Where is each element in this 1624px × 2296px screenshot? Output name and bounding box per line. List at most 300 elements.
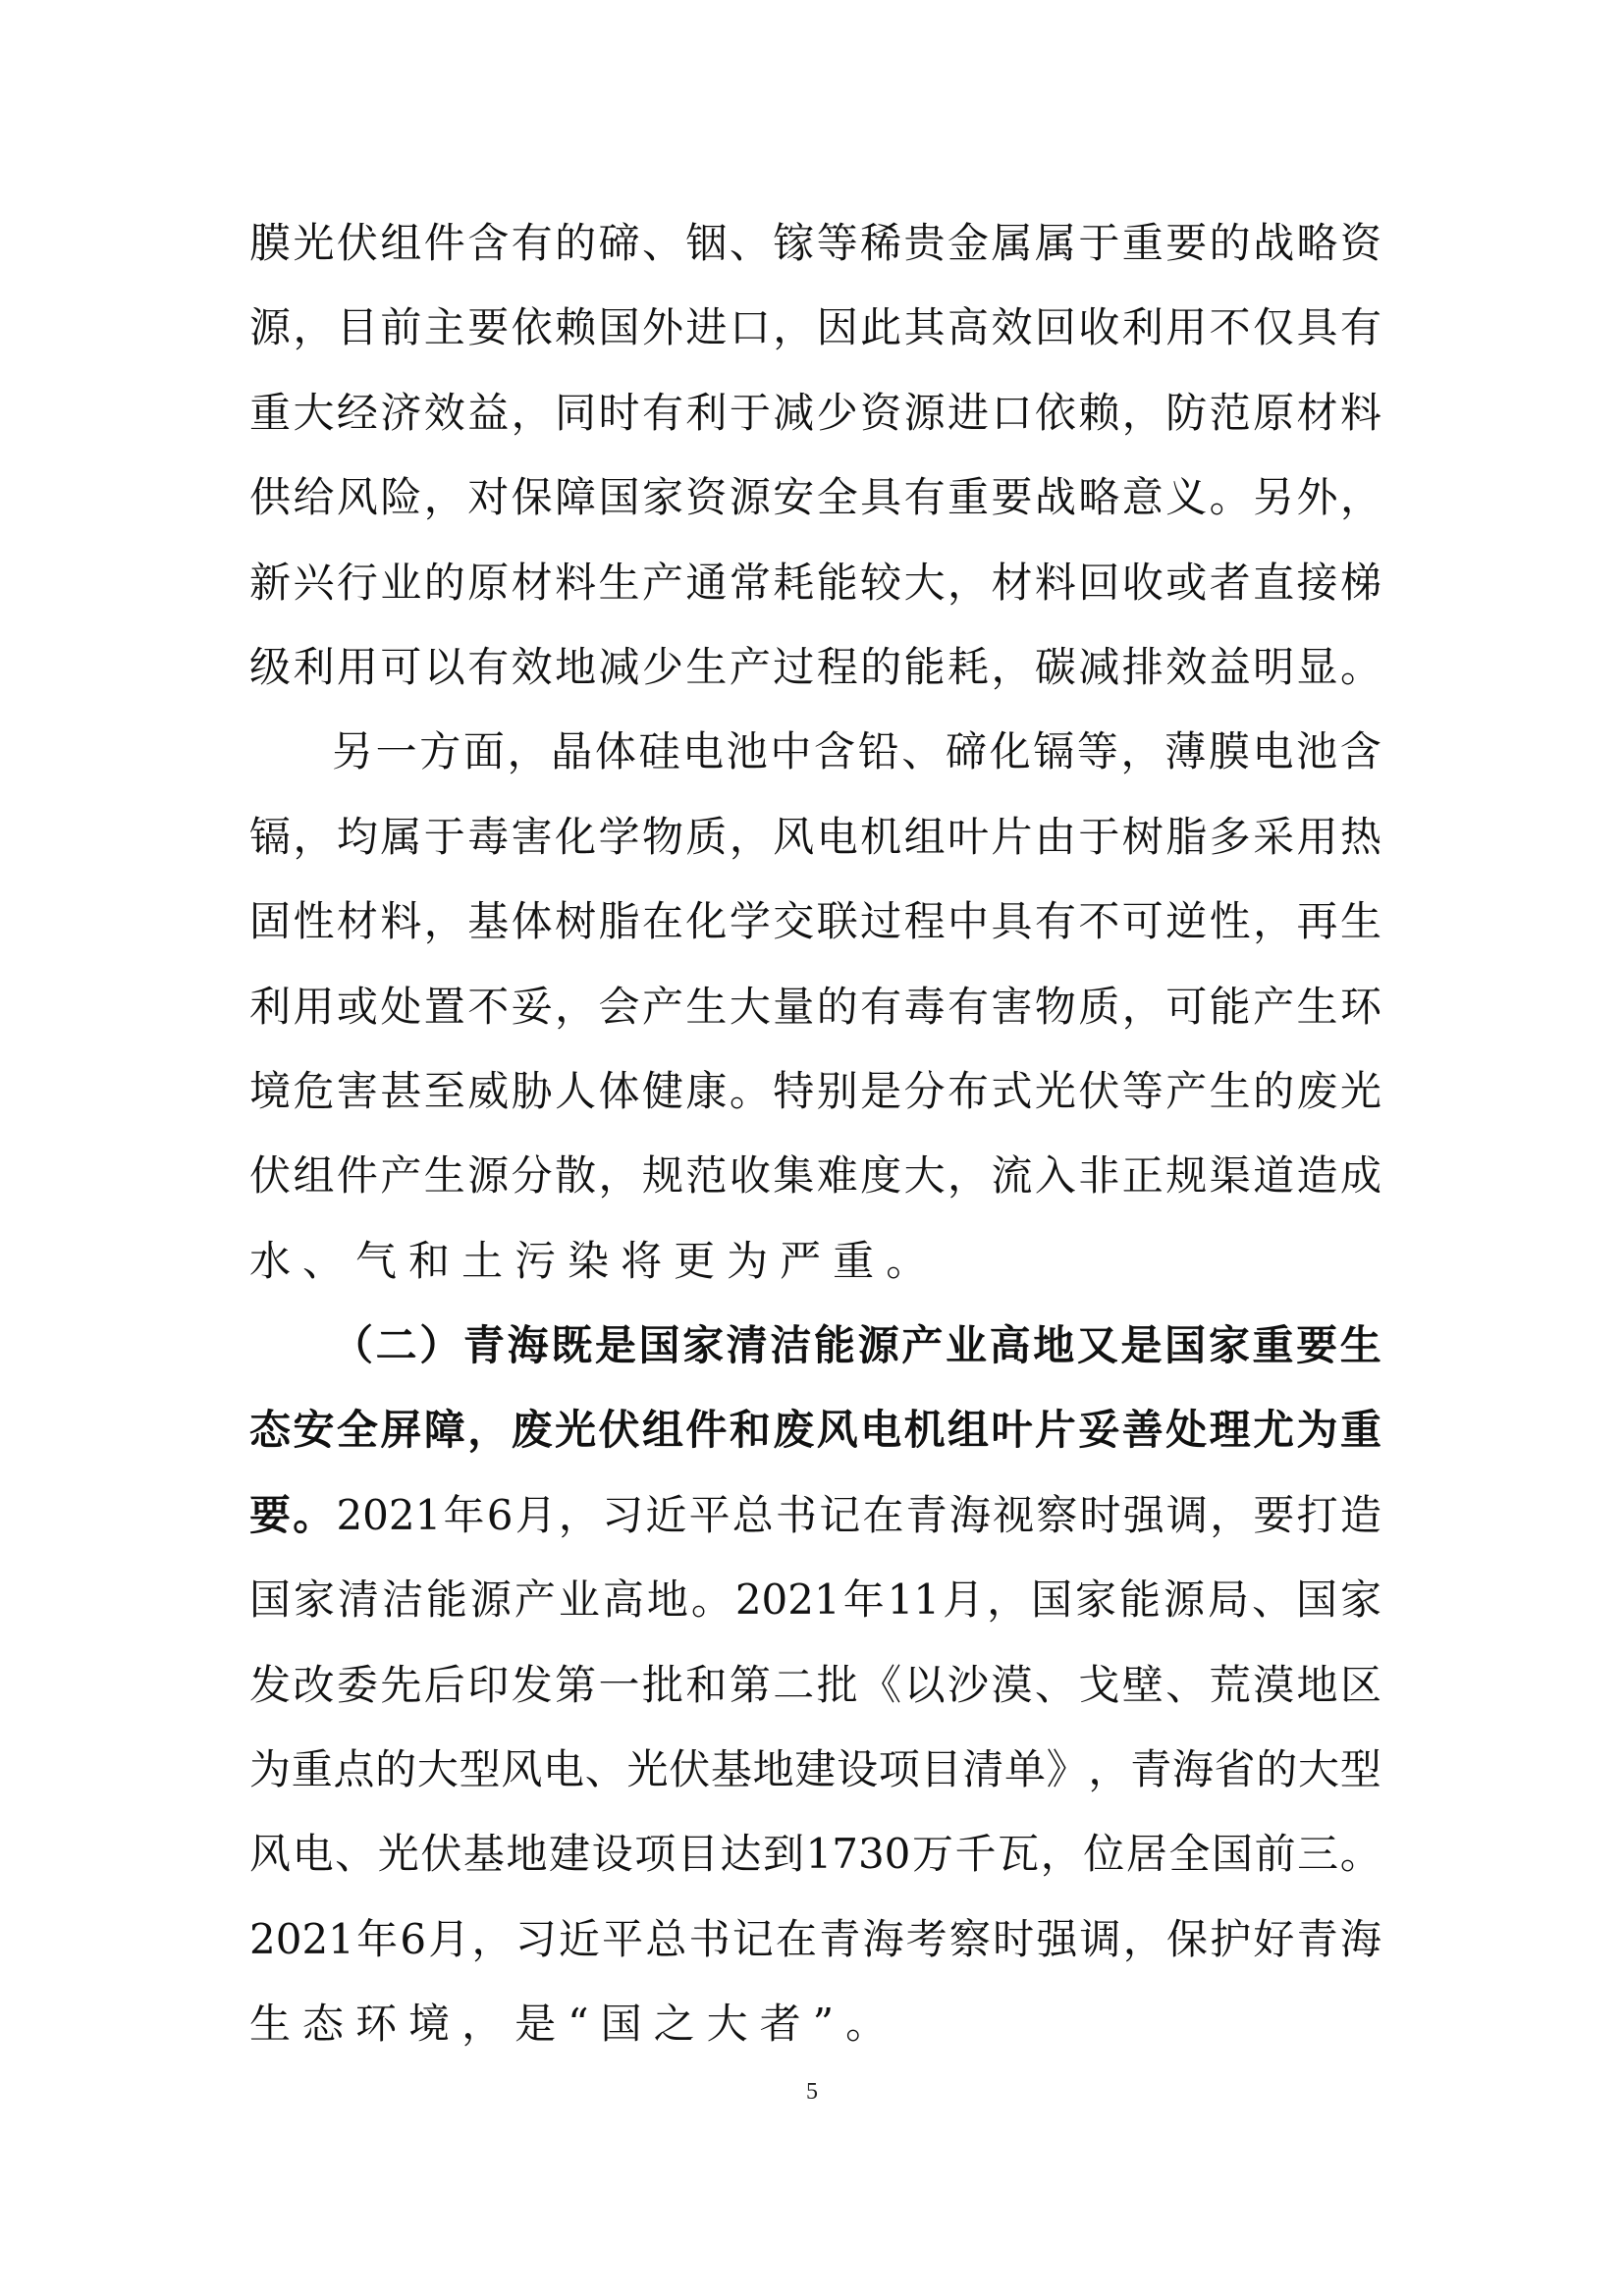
glyph: 《 (860, 1660, 902, 1709)
glyph: ， (507, 727, 549, 776)
text-line (249, 1049, 1381, 1134)
glyph: 碲 (598, 219, 640, 267)
glyph: 强 (1122, 1490, 1164, 1539)
glyph: ， (293, 303, 335, 352)
glyph: 记 (819, 1490, 861, 1539)
glyph: 减 (1078, 642, 1120, 691)
glyph: 三 (1297, 1830, 1339, 1879)
glyph: 既 (551, 1321, 593, 1370)
glyph: 建 (794, 1745, 837, 1794)
glyph: 原 (1253, 388, 1295, 437)
glyph: 用 (1296, 812, 1338, 861)
glyph: 有 (511, 219, 553, 267)
text-line (249, 1982, 1381, 2066)
glyph: 二 (375, 1321, 417, 1370)
glyph: 益 (1209, 642, 1251, 691)
glyph: 和 (685, 1660, 728, 1709)
glyph: 一 (598, 1660, 640, 1709)
glyph: 有 (903, 473, 946, 522)
glyph: 国 (1164, 1321, 1207, 1370)
glyph: 用 (336, 642, 378, 691)
glyph: 物 (1034, 982, 1076, 1031)
glyph: 大 (706, 2000, 748, 2049)
glyph: ， (1088, 1745, 1130, 1794)
glyph: 用 (293, 982, 335, 1031)
glyph: 叶 (947, 812, 990, 861)
glyph: 土 (461, 1236, 504, 1285)
glyph: 是 (514, 2000, 557, 2049)
section-heading-line (249, 1304, 1381, 1388)
glyph: 前 (1254, 1830, 1296, 1879)
glyph: 固 (249, 897, 292, 946)
glyph: 耗 (947, 642, 990, 691)
glyph: 家 (641, 473, 683, 522)
glyph: 委 (336, 1660, 378, 1709)
glyph: 新 (249, 558, 292, 607)
glyph: 大 (293, 388, 335, 437)
glyph: 经 (336, 388, 378, 437)
glyph: 国 (1031, 1575, 1073, 1625)
glyph: 月 (943, 1575, 985, 1625)
glyph: 件 (685, 1406, 728, 1455)
glyph: 常 (729, 558, 771, 607)
glyph: 或 (336, 982, 378, 1031)
glyph: 利 (685, 388, 728, 437)
glyph: 脂 (598, 897, 640, 946)
glyph: 记 (731, 1914, 774, 1963)
glyph: 进 (685, 303, 728, 352)
glyph: 月 (514, 1490, 557, 1539)
glyph: 外 (641, 303, 683, 352)
glyph: 口 (991, 388, 1033, 437)
glyph: 耗 (773, 558, 815, 607)
glyph: 为 (1296, 1406, 1338, 1455)
text-line (249, 1219, 1381, 1304)
glyph: 流 (991, 1151, 1033, 1201)
glyph: 基 (462, 1830, 505, 1879)
glyph: 害 (511, 812, 553, 861)
glyph: 具 (1296, 303, 1338, 352)
glyph: 平 (602, 1914, 644, 1963)
glyph: 尤 (1253, 1406, 1295, 1455)
glyph: 中 (947, 897, 990, 946)
glyph: 组 (947, 1406, 990, 1455)
glyph: 源 (469, 1575, 512, 1625)
glyph: 渠 (1209, 1151, 1251, 1201)
glyph: 以 (903, 1660, 946, 1709)
glyph: 程 (903, 897, 946, 946)
glyph: ， (947, 1151, 990, 1201)
glyph: 利 (249, 982, 292, 1031)
glyph: 国 (598, 303, 640, 352)
glyph: 好 (1253, 1914, 1295, 1963)
glyph: 、 (1251, 1575, 1293, 1625)
glyph: 全 (816, 473, 858, 522)
glyph: 镉 (1033, 727, 1075, 776)
glyph: 视 (993, 1490, 1035, 1539)
glyph: 全 (336, 1406, 378, 1455)
glyph: 生 (1209, 1066, 1251, 1115)
glyph: 青 (462, 1321, 505, 1370)
glyph: 者 (1209, 558, 1251, 607)
glyph: 片 (991, 812, 1033, 861)
text-line (249, 710, 1381, 794)
glyph: 漠 (991, 1660, 1033, 1709)
glyph: 总 (731, 1490, 774, 1539)
glyph: 点 (333, 1745, 375, 1794)
glyph: 度 (860, 1151, 902, 1201)
glyph: 地 (1033, 1321, 1075, 1370)
glyph: 、 (335, 1830, 377, 1879)
glyph: 或 (1165, 558, 1208, 607)
glyph: 件 (423, 219, 465, 267)
glyph: 。 (1339, 1830, 1381, 1879)
glyph: 池 (726, 727, 768, 776)
glyph: 家 (1075, 1575, 1117, 1625)
glyph: 产 (641, 558, 683, 607)
glyph: 沙 (947, 1660, 990, 1709)
glyph: ） (419, 1321, 461, 1370)
glyph: 清 (726, 1321, 768, 1370)
glyph: 料 (1034, 558, 1076, 607)
glyph: 和 (408, 1236, 451, 1285)
glyph: 安 (773, 473, 815, 522)
glyph: ， (461, 2000, 504, 2049)
glyph: 地 (646, 1575, 688, 1625)
glyph: 有 (1034, 897, 1076, 946)
glyph: 家 (682, 1321, 725, 1370)
glyph: 青 (905, 1490, 947, 1539)
glyph: 机 (860, 812, 902, 861)
glyph: ， (1040, 1830, 1082, 1879)
glyph: 强 (1036, 1914, 1078, 1963)
glyph: 项 (634, 1830, 677, 1879)
glyph: 重 (291, 1745, 333, 1794)
glyph: 性 (1209, 897, 1251, 946)
glyph: 有 (1339, 303, 1381, 352)
glyph: 体 (511, 897, 553, 946)
glyph: 会 (598, 982, 640, 1031)
glyph: 大 (416, 1745, 459, 1794)
glyph: 道 (1253, 1151, 1295, 1201)
glyph: 高 (989, 1321, 1031, 1370)
text-line (249, 541, 1381, 625)
glyph: 在 (776, 1914, 818, 1963)
glyph: 要 (1165, 219, 1208, 267)
glyph: 造 (1296, 1151, 1338, 1201)
glyph: 资 (685, 473, 728, 522)
glyph: ， (1121, 982, 1164, 1031)
glyph: 均 (336, 812, 378, 861)
glyph: 保 (511, 473, 553, 522)
glyph: 总 (645, 1914, 687, 1963)
glyph: 重 (1121, 219, 1164, 267)
glyph: 。 (690, 1575, 732, 1625)
glyph: 效 (423, 388, 465, 437)
glyph: 的 (1256, 1745, 1298, 1794)
glyph: 险 (380, 473, 422, 522)
glyph: 态 (249, 1406, 292, 1455)
glyph: 更 (674, 1236, 716, 1285)
glyph: 其 (903, 303, 946, 352)
glyph: 达 (720, 1830, 762, 1879)
glyph: 程 (816, 642, 858, 691)
glyph: 后 (423, 1660, 465, 1709)
glyph: 。 (729, 1066, 771, 1115)
glyph: 区 (1339, 1660, 1381, 1709)
glyph: 清 (962, 1745, 1004, 1794)
glyph: 要 (1296, 1321, 1338, 1370)
glyph: 基 (467, 897, 510, 946)
glyph: 处 (1165, 1406, 1208, 1455)
glyph: 海 (1339, 1914, 1381, 1963)
glyph: 因 (816, 303, 858, 352)
glyph: 二 (773, 1660, 815, 1709)
glyph: 近 (645, 1490, 687, 1539)
glyph: 排 (1121, 642, 1164, 691)
glyph: 铟 (685, 219, 728, 267)
glyph: 国 (600, 2000, 642, 2049)
glyph: 之 (653, 2000, 695, 2049)
glyph: 量 (773, 982, 815, 1031)
glyph: 年 (842, 1575, 885, 1625)
glyph: 叶 (991, 1406, 1033, 1455)
glyph: ， (991, 642, 1033, 691)
glyph: 供 (249, 473, 292, 522)
glyph: 妥 (511, 982, 553, 1031)
glyph: 先 (380, 1660, 422, 1709)
glyph: 依 (511, 303, 553, 352)
glyph: 回 (1078, 558, 1120, 607)
glyph: 至 (423, 1066, 465, 1115)
glyph: 战 (1034, 473, 1076, 522)
glyph: 脂 (1165, 812, 1208, 861)
glyph: 战 (1253, 219, 1295, 267)
glyph: 材 (336, 897, 378, 946)
glyph: 和 (729, 1406, 771, 1455)
glyph: ， (558, 1490, 600, 1539)
glyph: 属 (1034, 219, 1076, 267)
glyph: 戈 (1078, 1660, 1120, 1709)
glyph: 梯 (1339, 558, 1381, 607)
glyph: 显 (1296, 642, 1338, 691)
glyph: 能 (1209, 982, 1251, 1031)
glyph: 联 (816, 897, 858, 946)
text-line (249, 625, 1381, 710)
glyph: 减 (773, 388, 815, 437)
glyph: 料 (1339, 388, 1381, 437)
glyph: 机 (903, 1406, 946, 1455)
glyph: 膜 (249, 219, 292, 267)
glyph: 地 (555, 642, 597, 691)
glyph: 稀 (860, 219, 902, 267)
glyph: 防 (1165, 388, 1208, 437)
glyph: 资 (860, 388, 902, 437)
glyph: 善 (1121, 1406, 1164, 1455)
glyph: 月 (428, 1914, 470, 1963)
glyph: 、 (641, 219, 683, 267)
glyph: 重 (947, 473, 990, 522)
glyph: 清 (337, 1575, 379, 1625)
glyph: 原 (467, 558, 510, 607)
glyph: 。 (845, 2000, 888, 2049)
glyph: 大 (729, 982, 771, 1031)
glyph: 同 (555, 388, 597, 437)
glyph: 光 (377, 1830, 419, 1879)
glyph: 风 (249, 1830, 292, 1879)
glyph: 通 (685, 558, 728, 607)
glyph: 一 (375, 727, 417, 776)
glyph: 组 (380, 219, 422, 267)
glyph: ， (511, 388, 553, 437)
glyph: 硅 (638, 727, 680, 776)
glyph: “ (568, 2000, 589, 2049)
glyph: 业 (558, 1575, 600, 1625)
glyph: 洁 (770, 1321, 812, 1370)
glyph: 能 (814, 1321, 856, 1370)
text-line (249, 455, 1381, 540)
glyph: 光 (293, 219, 335, 267)
glyph: 严 (780, 1236, 822, 1285)
glyph: 海 (507, 1321, 549, 1370)
glyph: 屏 (380, 1406, 422, 1455)
glyph: 省 (1214, 1745, 1256, 1794)
glyph: 资 (1339, 219, 1381, 267)
glyph: 式 (991, 1066, 1033, 1115)
glyph: 书 (776, 1490, 818, 1539)
glyph: 家 (293, 1575, 335, 1625)
glyph: 体 (598, 1066, 640, 1115)
glyph: 造 (1339, 1490, 1381, 1539)
glyph: 气 (355, 1236, 398, 1285)
glyph: 组 (903, 812, 946, 861)
glyph: 料 (555, 558, 597, 607)
glyph: 料 (380, 897, 422, 946)
glyph: 略 (1078, 473, 1120, 522)
glyph: 电 (292, 1830, 334, 1879)
glyph: 在 (862, 1490, 904, 1539)
glyph: 目 (677, 1830, 719, 1879)
glyph: 面 (462, 727, 505, 776)
glyph: 有 (467, 642, 510, 691)
glyph: 伏 (249, 1151, 292, 1201)
glyph: 学 (729, 897, 771, 946)
glyph: 化 (989, 727, 1031, 776)
glyph: ， (598, 1151, 640, 1201)
glyph: 等 (1076, 727, 1118, 776)
glyph: 规 (1165, 1151, 1208, 1201)
glyph: 改 (293, 1660, 335, 1709)
glyph: 等 (816, 219, 858, 267)
glyph: 2021 (734, 1575, 840, 1625)
glyph: 能 (816, 558, 858, 607)
glyph: 护 (1210, 1914, 1252, 1963)
glyph: 收 (729, 1151, 771, 1201)
glyph: 再 (1296, 897, 1338, 946)
glyph: 利 (1121, 303, 1164, 352)
text-line (249, 286, 1381, 370)
glyph: 的 (816, 982, 858, 1031)
glyph: 书 (688, 1914, 731, 1963)
glyph: 居 (1125, 1830, 1167, 1879)
glyph: ， (947, 558, 990, 607)
glyph: 时 (598, 388, 640, 437)
glyph: 膜 (1208, 727, 1250, 776)
glyph: 在 (641, 897, 683, 946)
glyph: 产 (729, 642, 771, 691)
glyph: 薄 (1164, 727, 1207, 776)
glyph: 妥 (1078, 1406, 1120, 1455)
text-line (249, 201, 1381, 286)
glyph: 济 (380, 388, 422, 437)
glyph: 此 (860, 303, 902, 352)
glyph: 镉 (249, 812, 292, 861)
glyph: 高 (602, 1575, 644, 1625)
glyph: 位 (1083, 1830, 1125, 1879)
glyph: 壁 (1121, 1660, 1164, 1709)
glyph: 产 (641, 982, 683, 1031)
glyph: 过 (773, 642, 815, 691)
glyph: 障 (423, 1406, 465, 1455)
text-line (249, 795, 1381, 880)
glyph: 对 (467, 473, 510, 522)
glyph: 环 (1339, 982, 1381, 1031)
glyph: 热 (1339, 812, 1381, 861)
glyph: 局 (1208, 1575, 1250, 1625)
glyph: 安 (293, 1406, 335, 1455)
glyph: 建 (549, 1830, 591, 1879)
glyph: 质 (685, 812, 728, 861)
glyph: 第 (555, 1660, 597, 1709)
glyph: 有 (641, 388, 683, 437)
glyph: 明 (1253, 642, 1295, 691)
glyph: 含 (1339, 727, 1381, 776)
glyph: 贵 (903, 219, 946, 267)
glyph: 于 (729, 388, 771, 437)
glyph: 集 (773, 1151, 815, 1201)
glyph: 威 (467, 1066, 510, 1115)
glyph: 国 (249, 1575, 292, 1625)
glyph: 入 (1034, 1151, 1076, 1201)
glyph: 不 (467, 982, 510, 1031)
glyph: 大 (1297, 1745, 1339, 1794)
glyph: 成 (1339, 1151, 1381, 1201)
glyph: 青 (1296, 1914, 1338, 1963)
glyph: 生 (249, 2000, 292, 2049)
glyph: 另 (1253, 473, 1295, 522)
glyph: 青 (819, 1914, 861, 1963)
text-line (249, 1558, 1381, 1642)
glyph: 的 (1253, 1066, 1295, 1115)
glyph: 污 (514, 1236, 557, 1285)
glyph: 少 (816, 388, 858, 437)
glyph: 的 (860, 642, 902, 691)
glyph: 学 (598, 812, 640, 861)
glyph: 态 (302, 2000, 345, 2049)
glyph: 目 (920, 1745, 962, 1794)
text-line (249, 1134, 1381, 1218)
glyph: 害 (991, 982, 1033, 1031)
glyph: 采 (1253, 812, 1295, 861)
glyph: 分 (903, 1066, 946, 1115)
glyph: 有 (947, 982, 990, 1031)
glyph: 中 (770, 727, 812, 776)
glyph: 甚 (380, 1066, 422, 1115)
glyph: 电 (860, 1406, 902, 1455)
glyph: 2021 (336, 1490, 442, 1539)
glyph: 给 (293, 473, 335, 522)
glyph: 收 (1121, 558, 1164, 607)
